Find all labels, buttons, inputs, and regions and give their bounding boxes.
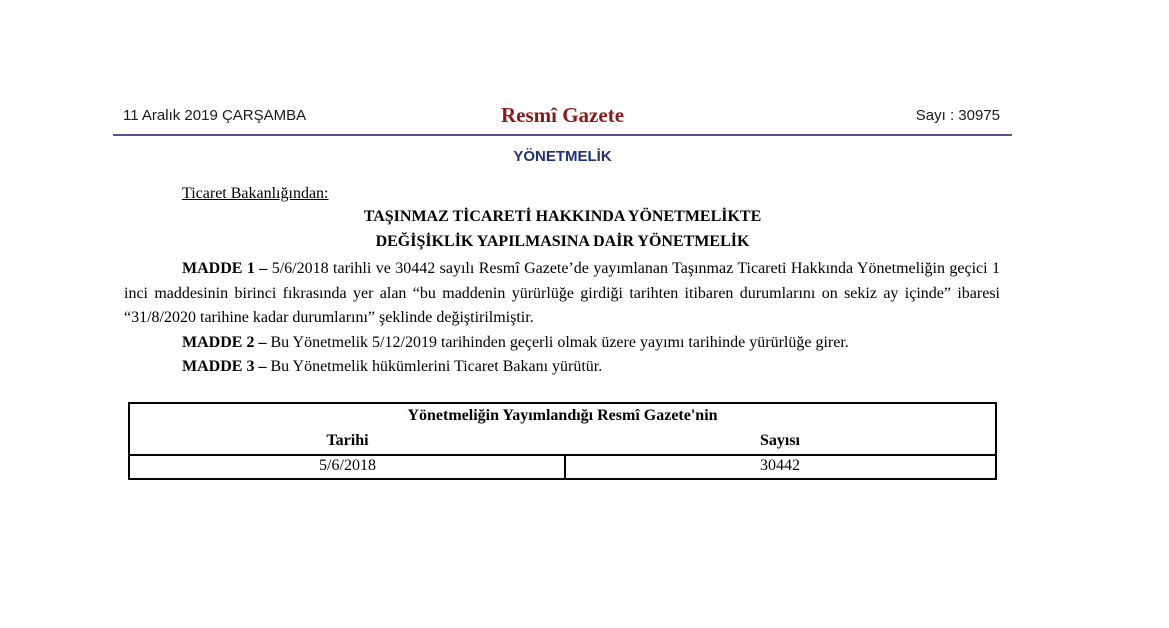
article-2-label: MADDE 2 — [182, 333, 255, 351]
article-2-separator: – — [254, 333, 271, 351]
table-divider — [130, 454, 995, 456]
publication-table — [128, 402, 997, 480]
regulation-title-line1: TAŞINMAZ TİCARETİ HAKKINDA YÖNETMELİKTE — [363, 208, 762, 225]
gazette-title: Resmî Gazete — [500, 103, 625, 127]
regulation-body — [124, 257, 1000, 380]
table-cell-number: 30442 — [760, 457, 800, 474]
article-2-text: Bu Yönetmelik 5/12/2019 tarihinden geçerli olmak üzere yayımı tarihinde yürürlüğe girer. — [270, 333, 849, 351]
gazette-header — [113, 100, 1012, 136]
article-1-text: 5/6/2018 tarihli ve 30442 sayılı Resmî Gazete’de yayımlanan Taşınmaz Ticareti Hakkında Yönetmeliğin geçici 1 inci maddesinin birinci fıkrasında yer alan “bu maddenin yürürlüğe girdiği tarihten itibaren durumlarını on sekiz ay içinde” ibaresi “31/8/2020 tarihine kadar durumlarını” şeklinde değiştirilmiştir. — [124, 260, 1001, 326]
article-3 — [124, 355, 1000, 380]
article-1-separator: – — [254, 260, 272, 277]
section-title: YÖNETMELİK — [513, 148, 612, 165]
table-heading: Yönetmeliğin Yayımlandığı Resmî Gazete'nin — [407, 407, 718, 424]
article-1-label: MADDE 1 — [182, 260, 255, 277]
table-cell-date: 5/6/2018 — [319, 457, 376, 474]
table-column-number-header: Sayısı — [759, 432, 800, 449]
article-3-label: MADDE 3 — [182, 358, 255, 375]
article-1 — [124, 257, 1000, 331]
gazette-issue-number: Sayı : 30975 — [915, 107, 1000, 124]
article-3-separator: – — [254, 358, 271, 375]
regulation-title-line2: DEĞİŞİKLİK YAPILMASINA DAİR YÖNETMELİK — [375, 233, 750, 250]
gazette-date: 11 Aralık 2019 ÇARŞAMBA — [123, 107, 307, 124]
article-2 — [124, 331, 1000, 356]
table-column-date-header: Tarihi — [326, 432, 369, 449]
article-3-text: Bu Yönetmelik hükümlerini Ticaret Bakanı yürütür. — [270, 358, 603, 375]
issuer-ministry: Ticaret Bakanlığından: — [182, 185, 329, 202]
